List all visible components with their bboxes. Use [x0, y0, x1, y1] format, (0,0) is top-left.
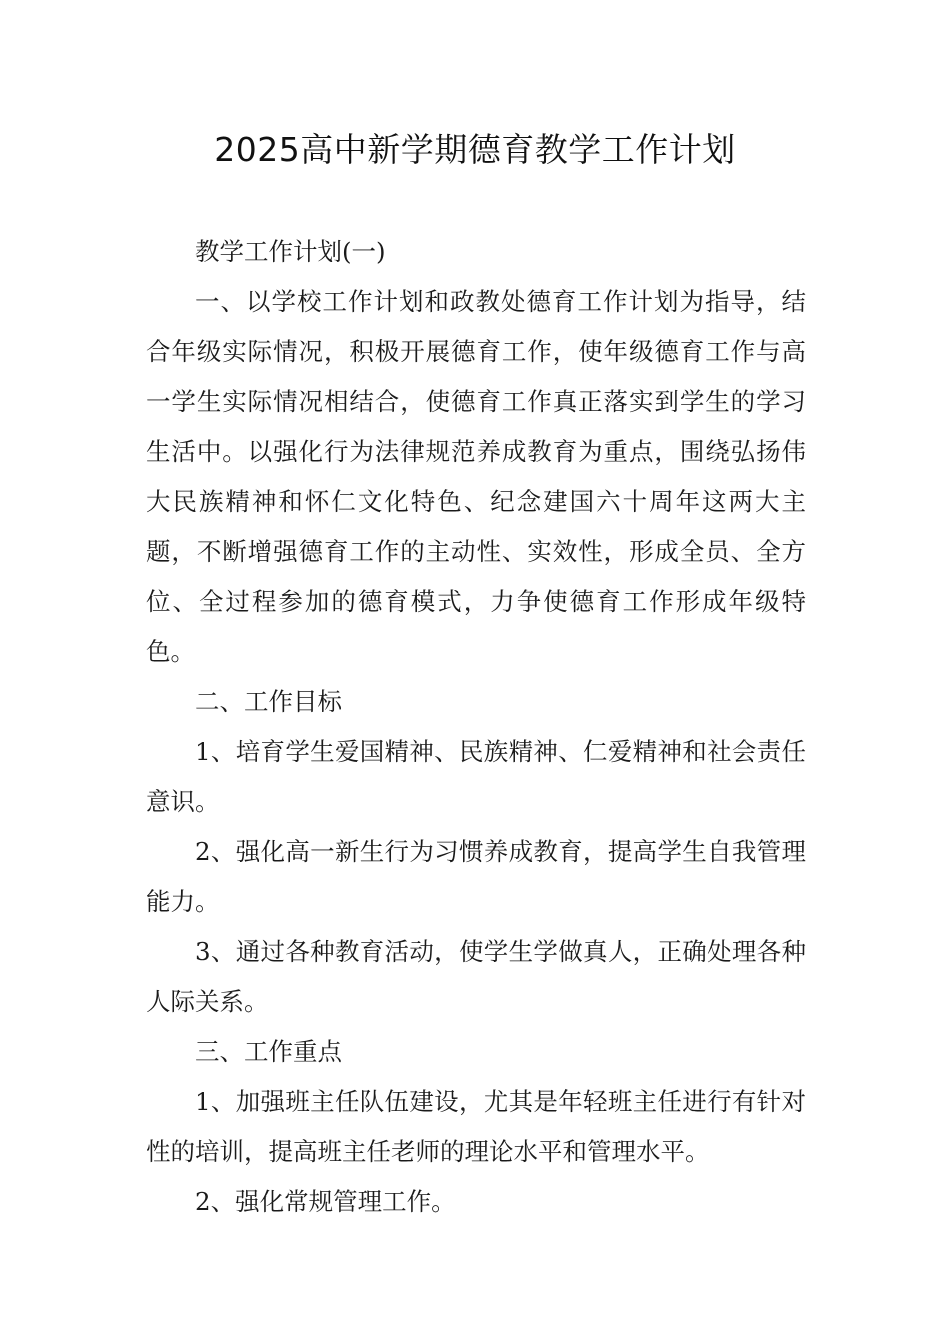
goal-item-2: 2、强化高一新生行为习惯养成教育，提高学生自我管理能力。 — [146, 837, 806, 916]
document-body — [146, 227, 806, 1227]
focus-item-1: 1、加强班主任队伍建设，尤其是年轻班主任进行有针对性的培训，提高班主任老师的理论水平和管理水平。 — [146, 1087, 806, 1166]
goal-item-1: 1、培育学生爱国精神、民族精神、仁爱精神和社会责任意识。 — [146, 737, 806, 816]
document-title: 2025高中新学期德育教学工作计划 — [214, 130, 736, 169]
goal-item-3: 3、通过各种教育活动，使学生学做真人，正确处理各种人际关系。 — [146, 937, 806, 1016]
section-heading-goals: 二、工作目标 — [195, 687, 342, 716]
paragraph-guiding-principle: 一、以学校工作计划和政教处德育工作计划为指导，结合年级实际情况，积极开展德育工作，使年级德育工作与高一学生实际情况相结合，使德育工作真正落实到学生的学习生活中。以强化行为法律规范养成教育为重点，围绕弘扬伟大民族精神和怀仁文化特色、纪念建国六十周年这两大主题，不断增强德育工作的主动性、实效性，形成全员、全方位、全过程参加的德育模式，力争使德育工作形成年级特色。 — [146, 287, 806, 666]
section-heading-focus: 三、工作重点 — [195, 1037, 342, 1066]
section-heading-plan-one: 教学工作计划(一) — [195, 237, 386, 266]
focus-item-2: 2、强化常规管理工作。 — [195, 1187, 456, 1216]
